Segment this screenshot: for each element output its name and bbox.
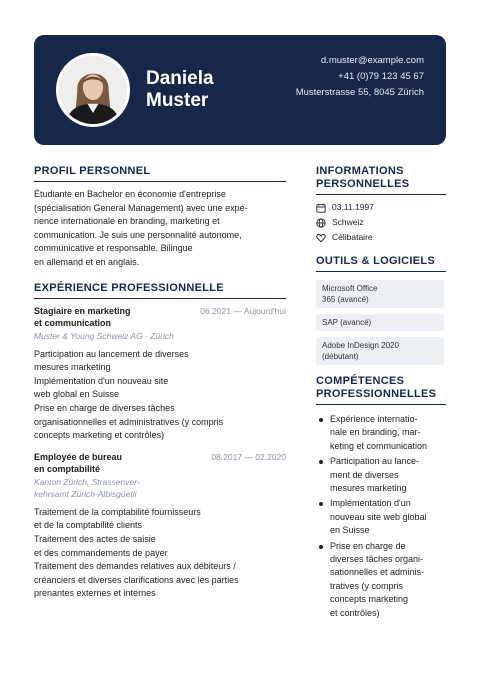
personal-info-section-title: [316, 165, 446, 195]
job-company: [34, 330, 286, 342]
tool-tag: [316, 280, 444, 308]
contact-block: [296, 53, 424, 101]
section-title-line: PROFESSIONNELLES: [316, 388, 437, 400]
job-title-line: et communication: [34, 317, 112, 328]
profile-line: Étudiante en Bachelor en économie d'entreprise: [34, 189, 226, 199]
skill-item: [316, 497, 446, 537]
skill-line: diverses tâches organi-: [330, 554, 424, 565]
tools-section-title: OUTILS & LOGICIELS: [316, 255, 446, 272]
personal-info-list: [316, 201, 446, 244]
email-link[interactable]: d.muster@example.com: [320, 55, 424, 66]
skill-item: [316, 413, 446, 453]
section-title-line: INFORMATIONS: [316, 165, 404, 177]
nationality: Schweiz: [332, 217, 364, 227]
job-line: Implémentation d'un nouveau site: [34, 375, 169, 386]
tools-list: [316, 280, 446, 365]
skills-section-title: [316, 375, 446, 405]
skill-line: mesures marketing: [330, 483, 407, 494]
tool-tag: [316, 314, 444, 331]
profile-section-title: PROFIL PERSONNEL: [34, 165, 286, 182]
cv-header: [34, 35, 446, 145]
skill-line: Prise en charge de: [330, 540, 406, 551]
job-company: [34, 476, 286, 500]
portrait-image: [59, 56, 127, 124]
job-title: [34, 305, 174, 329]
profile-line: en allemand et en anglais.: [34, 256, 140, 267]
profile-line: communication. Je suis une personnalité autonome,: [34, 229, 242, 240]
job-line: mesures marketing: [34, 362, 111, 373]
tool-line: SAP (avancé): [322, 318, 372, 327]
tool-line: 365 (avancé): [322, 295, 369, 304]
job-company-line: Kanton Zürich, Strassenver-: [34, 476, 140, 487]
skill-line: nouveau site web global: [330, 511, 427, 522]
skill-item: [316, 455, 446, 495]
tool-line: (débutant): [322, 352, 359, 361]
job-line: prenantes externes et internes: [34, 588, 156, 599]
address: Musterstrasse 55, 8045 Zürich: [295, 87, 424, 98]
skill-line: et contrôles): [330, 607, 380, 618]
job-title: [34, 451, 174, 475]
skill-item: [316, 540, 446, 620]
skill-line: Implémentation d'un: [330, 498, 411, 509]
skill-line: Participation au lance-: [330, 456, 420, 467]
job-line: concepts marketing et contrôles): [34, 430, 165, 441]
profile-line: rience internationale en branding, marketing et: [34, 216, 220, 227]
job-line: organisationnelles et administratives (y compris: [34, 416, 224, 427]
job-line: et de la comptabilité clients: [34, 520, 143, 531]
skill-line: tratives (y compris: [330, 580, 404, 591]
birthdate-row: [316, 201, 446, 214]
birthdate: 03.11.1997: [332, 202, 374, 212]
job-line: Participation au lancement de diverses: [34, 348, 189, 359]
sidebar-column: [316, 165, 446, 622]
skill-line: keting et communication: [330, 440, 428, 451]
marital-status-row: [316, 231, 446, 244]
job-company-line: kehrsamt Zürich-Albisgüetli: [34, 488, 137, 499]
experience-section-title: EXPÉRIENCE PROFESSIONNELLE: [34, 282, 286, 299]
job-line: Traitement des demandes relatives aux débiteurs /: [34, 561, 236, 572]
skill-line: ment de diverses: [330, 469, 399, 480]
job-title-line: Employée de bureau: [34, 451, 123, 462]
first-name: Daniela: [146, 68, 214, 89]
skills-list: [316, 413, 446, 620]
job-company-line: Muster & Young Schweiz AG · Zürich: [34, 330, 174, 341]
marital-status: Célibataire: [332, 232, 373, 242]
skill-line: nale en branding, mar-: [330, 427, 421, 438]
globe-icon: [316, 218, 326, 228]
job-line: créanciers et diverses clarifications avec les parties: [34, 574, 239, 585]
profile-photo: [56, 53, 130, 127]
skill-line: concepts marketing: [330, 594, 409, 605]
main-column: [34, 165, 286, 601]
section-title-line: COMPÉTENCES: [316, 375, 405, 387]
job-description: [34, 348, 286, 443]
profile-line: (spécialisation General Management) avec une expé-: [34, 202, 248, 213]
job-line: Prise en charge de diverses tâches: [34, 402, 175, 413]
calendar-icon: [316, 203, 326, 213]
skill-line: sationnelles et adminis-: [330, 567, 425, 578]
job-date: 06.2021 — Aujourd'hui: [200, 305, 286, 316]
profile-line: communicative et responsable. Bilingue: [34, 243, 193, 254]
job-line: Traitement de la comptabilité fournisseurs: [34, 506, 201, 517]
person-name: [146, 68, 214, 112]
tool-line: Adobe InDesign 2020: [322, 341, 399, 350]
job-title-line: Stagiaire en marketing: [34, 305, 131, 316]
skill-line: Expérience internatio-: [330, 414, 418, 424]
job-date: 08.2017 — 02.2020: [211, 451, 286, 462]
profile-text: [34, 188, 286, 270]
job-line: et des commandements de payer: [34, 547, 168, 558]
job-description: [34, 506, 286, 601]
skill-line: en Suisse: [330, 525, 370, 536]
tool-tag: [316, 337, 444, 365]
job-line: web global en Suisse: [34, 389, 120, 400]
last-name: Muster: [146, 90, 209, 111]
section-title-line: PERSONNELLES: [316, 178, 410, 190]
job-entry: [34, 451, 286, 601]
heart-icon: [316, 233, 326, 243]
tool-line: Microsoft Office: [322, 284, 378, 293]
job-line: Traitement des actes de saisie: [34, 533, 156, 544]
job-title-line: en comptabilité: [34, 463, 101, 474]
nationality-row: [316, 216, 446, 229]
phone-number: +41 (0)79 123 45 67: [338, 71, 424, 82]
job-entry: [34, 305, 286, 443]
